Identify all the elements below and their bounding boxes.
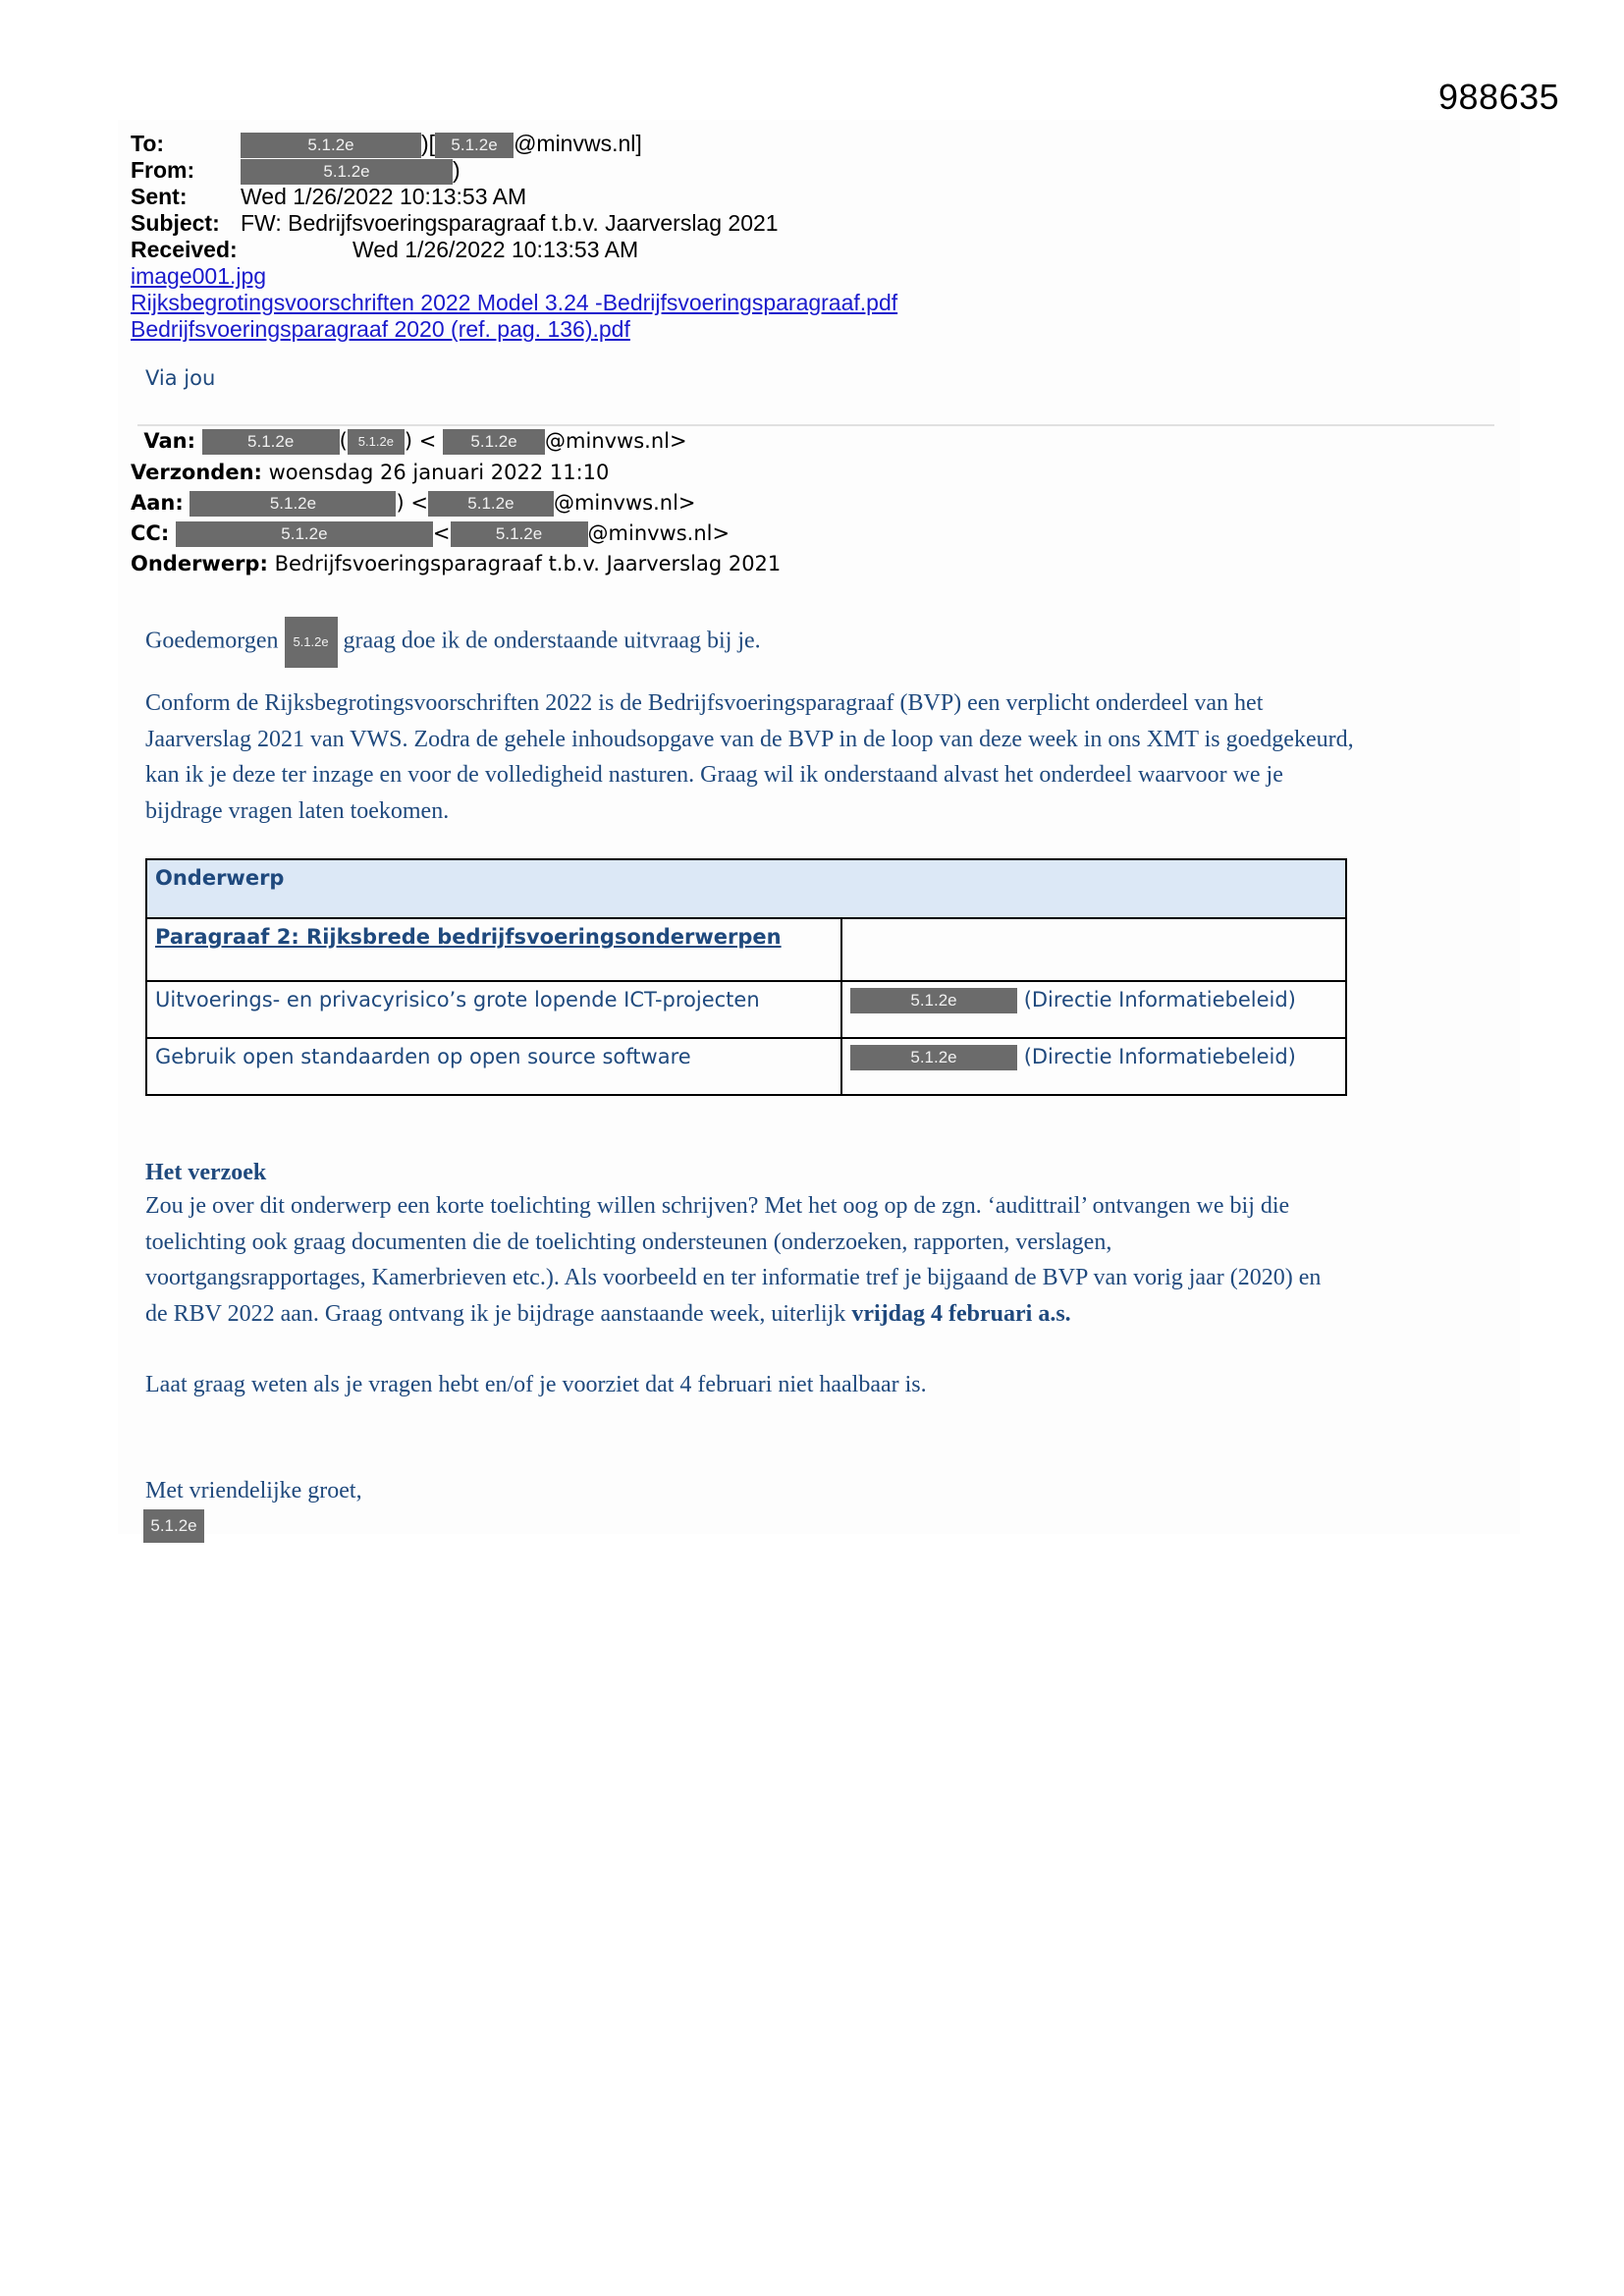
from-tail: )	[453, 157, 460, 183]
received-label: Received:	[131, 237, 238, 262]
onderwerp-value: Bedrijfsvoeringsparagraaf t.b.v. Jaarverslag 2021	[274, 552, 782, 575]
fwd-verzonden	[131, 458, 609, 488]
aan-mid: ) <	[396, 491, 428, 515]
redaction-block: 5.1.2e	[348, 429, 405, 455]
from-label: From:	[131, 157, 195, 183]
greeting-post: graag doe ik de onderstaande uitvraag bij je.	[343, 628, 761, 654]
table-empty-cell	[841, 918, 1346, 981]
van-domain: @minvws.nl>	[545, 429, 687, 453]
paragraph-line: Zou je over dit onderwerp een korte toelichting willen schrijven? Met het oog op de zgn. ‘audittrail’ ontvangen we bij die	[145, 1193, 1290, 1219]
header-received	[131, 237, 639, 262]
paragraph-line: Jaarverslag 2021 van VWS. Zodra de gehele inhoudsopgave van de BVP in de loop van deze week in ons XMT is goedgekeurd,	[145, 726, 1354, 752]
sent-value: Wed 1/26/2022 10:13:53 AM	[241, 184, 527, 209]
redaction-block: 5.1.2e	[435, 133, 514, 158]
paragraph-questions: Laat graag weten als je vragen hebt en/of je voorziet dat 4 februari niet haalbaar is.	[145, 1372, 927, 1397]
table-row	[146, 981, 1346, 1038]
redaction-block: 5.1.2e	[850, 1045, 1017, 1070]
verzoek-title: Het verzoek	[145, 1160, 267, 1185]
sent-label: Sent:	[131, 184, 188, 209]
fwd-van	[131, 426, 687, 457]
owner-cell	[841, 1038, 1346, 1095]
paragraph-verzoek	[145, 1188, 1321, 1332]
received-value: Wed 1/26/2022 10:13:53 AM	[352, 237, 639, 262]
paragraph-line: voortgangsrapportages, Kamerbrieven etc.). Als voorbeeld en ter informatie tref je bijgaand de BVP van vorig jaar (2020) en	[145, 1265, 1322, 1290]
cc-label: CC:	[131, 521, 170, 545]
owner-text: (Directie Informatiebeleid)	[1023, 988, 1296, 1011]
van-label: Van:	[143, 429, 195, 453]
paragraph-line-text: de RBV 2022 aan. Graag ontvang ik je bijdrage aanstaande week, uiterlijk	[145, 1300, 846, 1327]
deadline-text: vrijdag 4 februari a.s.	[851, 1300, 1071, 1327]
table-header-cell: Onderwerp	[146, 859, 1346, 918]
attachment-link-rbv[interactable]: Rijksbegrotingsvoorschriften 2022 Model 3.24 -Bedrijfsvoeringsparagraaf.pdf	[131, 290, 898, 315]
redaction-block: 5.1.2e	[285, 617, 338, 668]
verzonden-value: woensdag 26 januari 2022 11:10	[268, 461, 610, 484]
header-subject	[131, 210, 779, 236]
greeting	[145, 617, 761, 668]
paragraph-line: kan ik je deze ter inzage en voor de volledigheid nasturen. Graag wil ik onderstaand alvast het onderdeel waarvoor we je	[145, 762, 1283, 788]
to-label: To:	[131, 131, 165, 156]
fwd-cc	[131, 519, 730, 549]
van-mid: ) <	[404, 429, 437, 453]
redaction-block: 5.1.2e	[850, 988, 1017, 1013]
subject-label: Subject:	[131, 210, 220, 236]
fwd-aan	[131, 488, 696, 519]
paragraph-intro	[145, 685, 1354, 829]
redaction-block: 5.1.2e	[428, 491, 554, 517]
paragraph-line	[145, 1296, 1321, 1333]
verzonden-label: Verzonden:	[131, 461, 262, 484]
paragraph-line: toelichting ook graag documenten die de toelichting ondersteunen (onderzoeken, rapporten, verslagen,	[145, 1229, 1112, 1255]
van-open: (	[339, 429, 348, 453]
table-row	[146, 1038, 1346, 1095]
redaction-block: 5.1.2e	[241, 133, 421, 158]
signature	[143, 1509, 204, 1543]
closing: Met vriendelijke groet,	[145, 1478, 362, 1503]
paragraph-line: bijdrage vragen laten toekomen.	[145, 797, 450, 824]
to-domain: @minvws.nl]	[514, 131, 642, 156]
attachment-link-image[interactable]: image001.jpg	[131, 263, 267, 289]
topic-cell: Gebruik open standaarden op open source software	[146, 1038, 841, 1095]
topics-table	[145, 858, 1347, 1096]
cc-domain: @minvws.nl>	[587, 521, 731, 545]
document-id: 988635	[1438, 77, 1560, 117]
aan-domain: @minvws.nl>	[553, 491, 696, 515]
section-title: Paragraaf 2: Rijksbrede bedrijfsvoeringsonderwerpen	[155, 925, 782, 949]
intro-note: Via jou	[145, 366, 216, 390]
attachment-link-bvp2020[interactable]: Bedrijfsvoeringsparagraaf 2020 (ref. pag. 136).pdf	[131, 316, 630, 342]
cc-mid: <	[432, 521, 451, 545]
redaction-block: 5.1.2e	[189, 491, 396, 517]
header-from	[131, 157, 460, 183]
onderwerp-label: Onderwerp:	[131, 552, 268, 575]
aan-label: Aan:	[131, 491, 184, 515]
redaction-block: 5.1.2e	[202, 429, 340, 455]
topic-cell: Uitvoerings- en privacyrisico’s grote lopende ICT-projecten	[146, 981, 841, 1038]
greeting-pre: Goedemorgen	[145, 628, 279, 654]
paragraph-line: Conform de Rijksbegrotingsvoorschriften 2022 is de Bedrijfsvoeringsparagraaf (BVP) een verplicht onderdeel van het	[145, 690, 1264, 716]
owner-text: (Directie Informatiebeleid)	[1023, 1045, 1296, 1068]
subject-value: FW: Bedrijfsvoeringsparagraaf t.b.v. Jaarverslag 2021	[241, 210, 779, 236]
fwd-onderwerp	[131, 549, 781, 579]
header-sent	[131, 184, 527, 209]
redaction-block: 5.1.2e	[143, 1509, 204, 1543]
redaction-block: 5.1.2e	[176, 521, 433, 547]
redaction-block: 5.1.2e	[241, 159, 453, 185]
redaction-block: 5.1.2e	[443, 429, 545, 455]
owner-cell	[841, 981, 1346, 1038]
to-separator: )[	[421, 131, 436, 156]
redaction-block: 5.1.2e	[451, 521, 588, 547]
header-to	[131, 131, 642, 156]
table-section-cell	[146, 918, 841, 981]
